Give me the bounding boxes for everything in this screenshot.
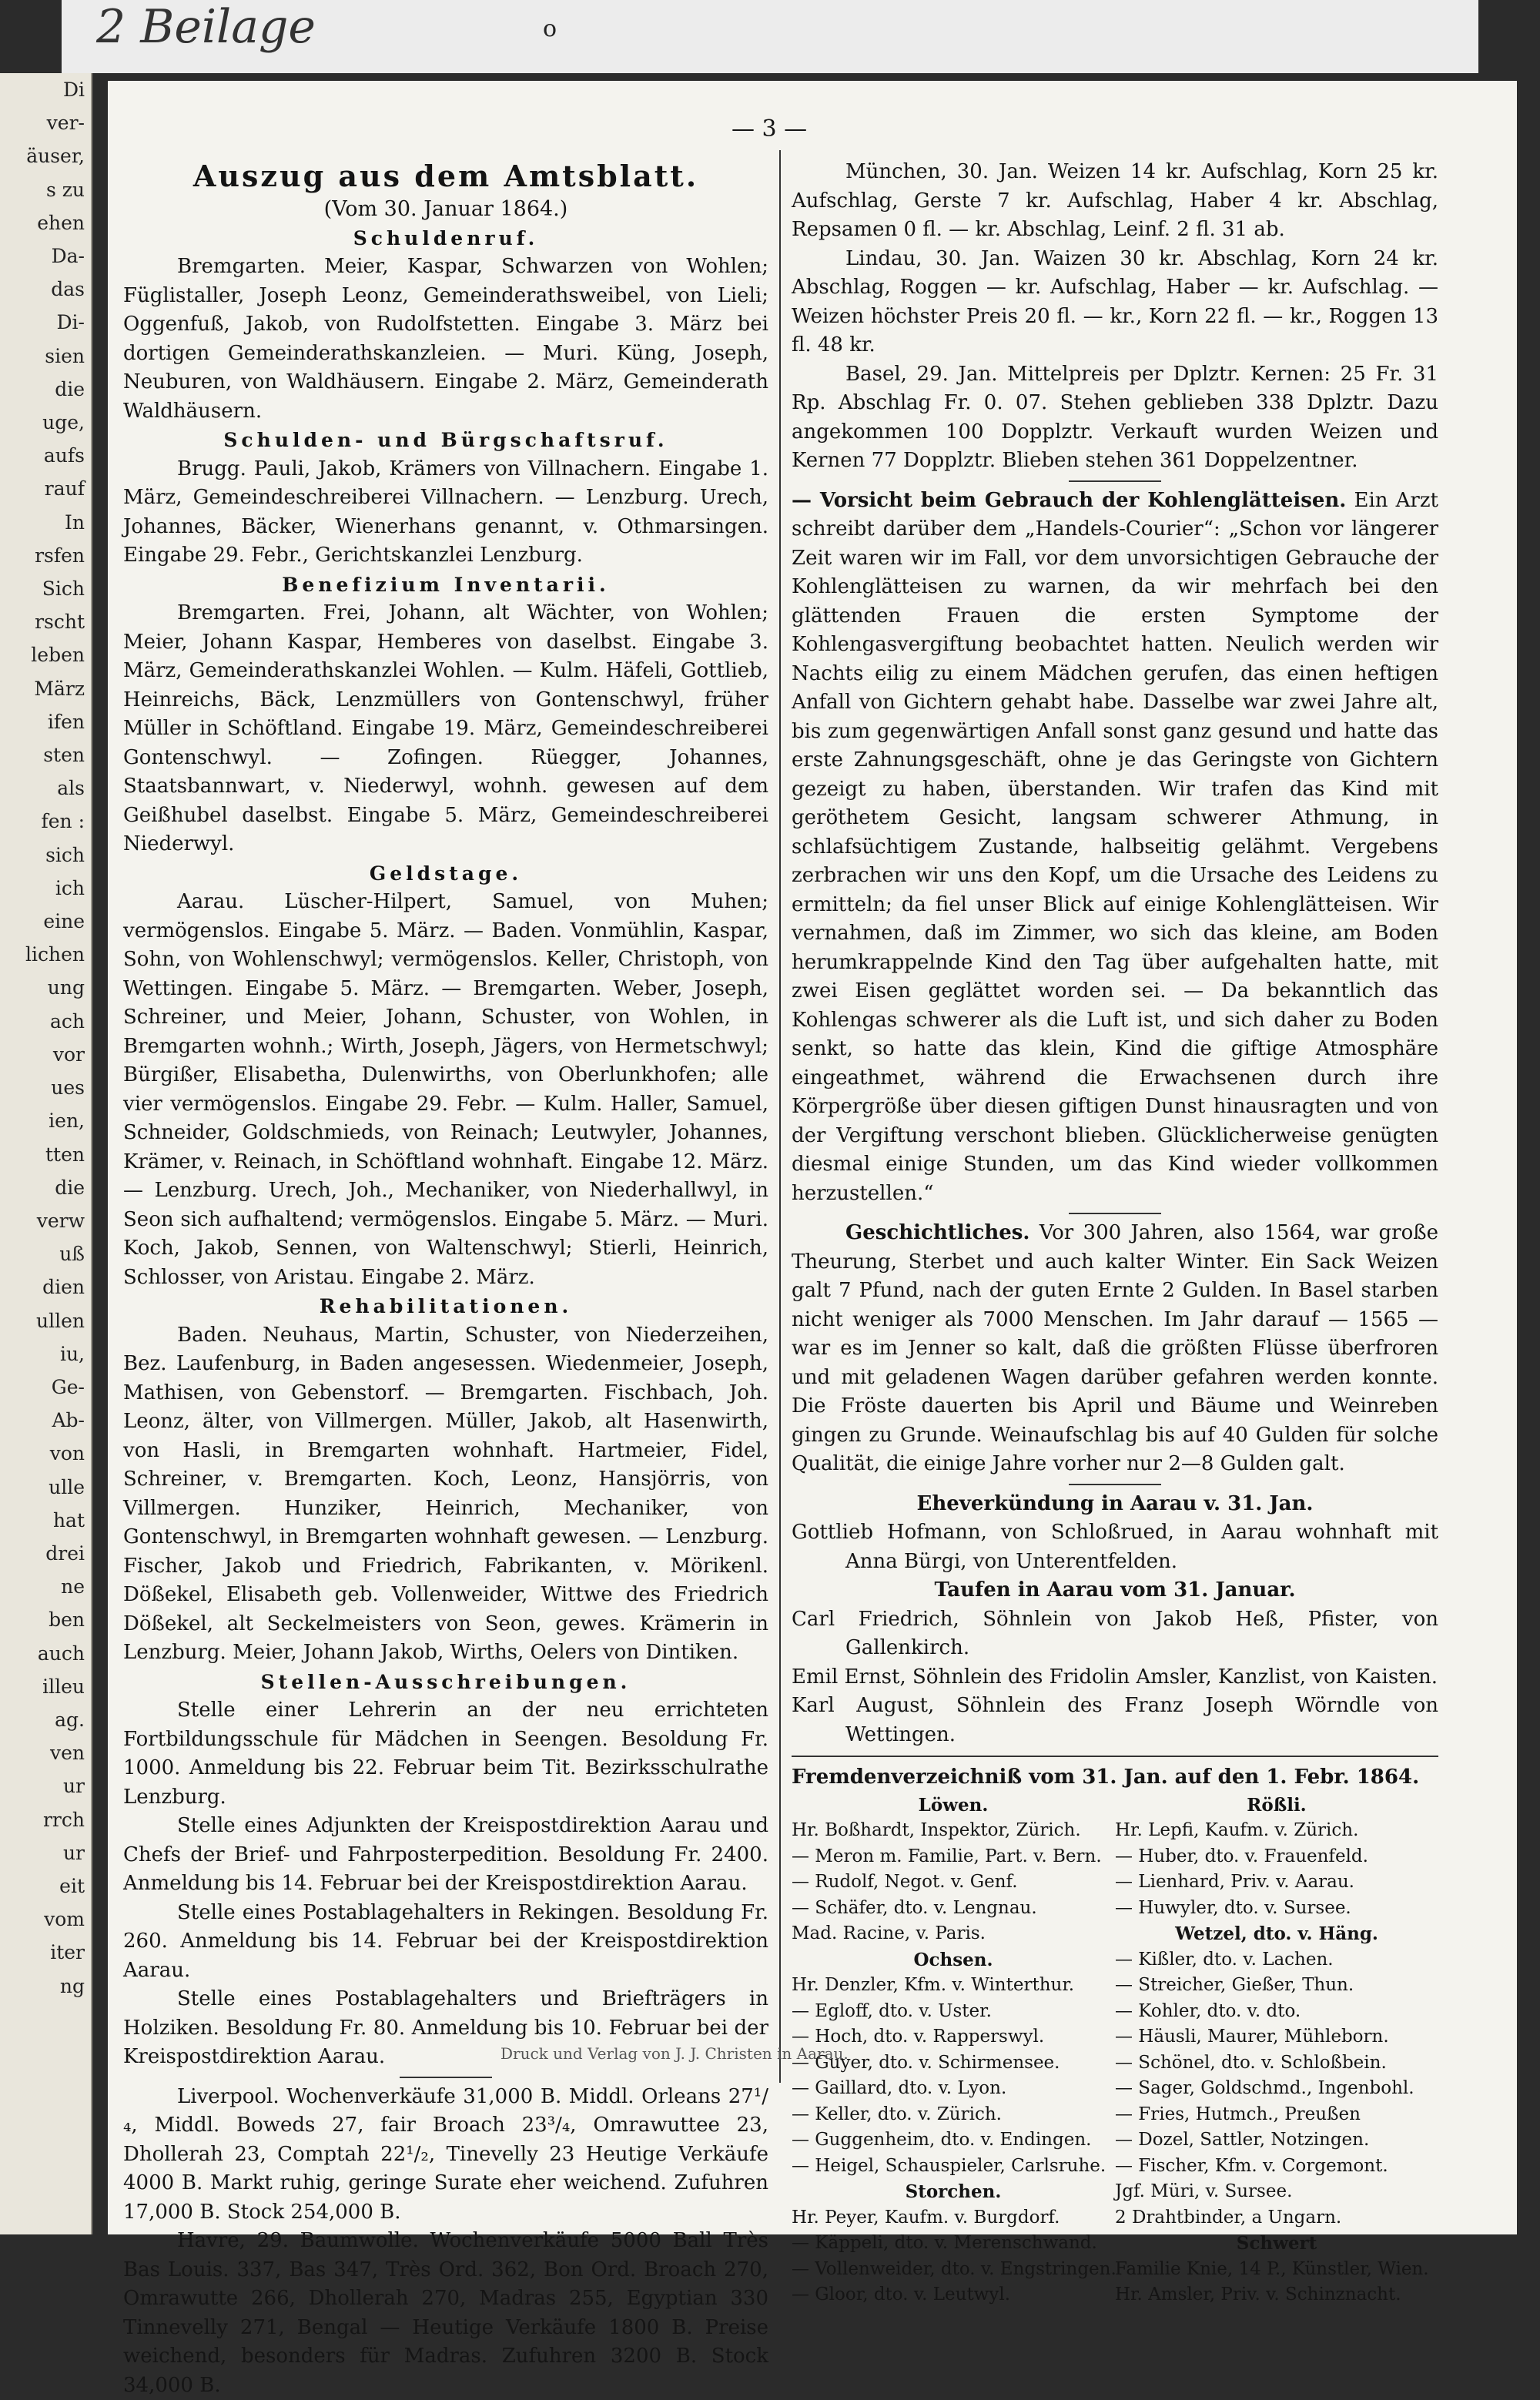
heading-fremdenverzeichnis: Fremdenverzeichniß vom 31. Jan. auf den 1. Febr. 1864. — [792, 1766, 1420, 1789]
market-report-muenchen: München, 30. Jan. Weizen 14 kr. Aufschlag, Korn 25 kr. Aufschlag, Gerste 7 kr. Aufschlag, Haber 4 kr. Abschlag, Repsamen 0 fl. — kr. Abschlag, Leinf. 2 fl. 31 ab. — [792, 160, 1438, 241]
edge-fragment: lichen — [25, 943, 85, 966]
edge-fragment: rsfen — [35, 544, 85, 567]
edge-fragment: ven — [49, 1742, 85, 1765]
guest-register-entry: — Keller, dto. v. Zürich. — [792, 2104, 1002, 2124]
edge-fragment: ehen — [37, 211, 85, 234]
guest-register-entry: — Schäfer, dto. v. Lengnau. — [792, 1897, 1037, 1918]
edge-fragment: Sich — [42, 577, 85, 601]
edge-fragment: iu, — [59, 1342, 85, 1365]
market-report-basel: Basel, 29. Jan. Mittelpreis per Dplztr. Kernen: 25 Fr. 31 Rp. Abschlag Fr. 0. 07. Stehen geblieben 338 Dplztr. Dazu angekommen 100 Dopplztr. Verkauft wurden Weizen und Kernen 77 Dopplztr. Blieben stehen 361 Doppelzentner. — [792, 362, 1438, 472]
guest-register-entry: — Meron m. Familie, Part. v. Bern. — [792, 1846, 1102, 1866]
edge-fragment: äuser, — [26, 145, 85, 168]
section-heading-benefizium: Benefizium Inventarii. — [282, 573, 610, 596]
edge-fragment: ach — [49, 1009, 85, 1033]
market-report-havre: Havre, 29. Baumwolle. Wochenverkäufe 5000 Ball Très Bas Louis. 337, Bas 347, Très Ord. 362, Bon Ord. Broach 270, Omrawutte 266, Dhollerah 270, Madras 255, Egyptian 330 Tinnevelly 271, Bengal — Heutige Verkäufe 1800 B. Preise weichend, besonders für Madras. Zufuhren 3200 B. Stock 34,000 B. — [123, 2229, 768, 2397]
edge-fragment: das — [51, 278, 85, 301]
edge-fragment: verw — [36, 1209, 85, 1232]
article-text-geschichtliches: Vor 300 Jahren, also 1564, war große Theurung, Sterbet und auch kalter Winter. Ein Sack Weizen galt 7 Pfund, nach der guten Ernte 2 Gulden. In Basel starben nicht weniger als 7000 Menschen. Im Jahr darauf — 1565 — war es im Jenner so kalt, daß die größten Flüsse überfroren und mit geladenen Wagen darüber gefahren werden konnte. Die Fröste dauerten bis April und Bäume und Weinreben gingen zu Grunde. Weinaufschlag bis auf 40 Gulden für solche Qualität, die einige Jahre vorher nur 2—8 Gulden galt. — [792, 1221, 1439, 1475]
divider — [1069, 480, 1161, 482]
edge-fragment: In — [65, 510, 85, 534]
edge-fragment: die — [55, 377, 85, 400]
right-column — [792, 158, 1438, 2308]
edge-fragment: dien — [42, 1276, 85, 1299]
guest-register-entry: — Fischer, Kfm. v. Corgemont. — [1115, 2155, 1388, 2176]
handwritten-mark: 2 Beilage — [96, 0, 316, 54]
edge-fragment: Ab- — [52, 1409, 85, 1432]
page-subtitle: (Vom 30. Januar 1864.) — [323, 197, 568, 221]
edge-fragment: tten — [45, 1143, 85, 1166]
guest-register-entry: — Hoch, dto. v. Rapperswyl. — [792, 2027, 1045, 2047]
edge-fragment: ben — [49, 1608, 85, 1632]
job-listing: Stelle eines Postablagehalters in Rekingen. Besoldung Fr. 260. Anmeldung bis 14. Februar bei der Kreispostdirektion Aarau. — [123, 1900, 768, 1982]
guest-register-entry: — Streicher, Gießer, Thun. — [1115, 1975, 1354, 1995]
section-text-buergschaft: Brugg. Pauli, Jakob, Krämers von Villnachern. Eingabe 1. März, Gemeindeschreiberei Villnachern. — Lenzburg. Urech, Johannes, Bäcker, Wienerhans genannt, v. Othmarsingen. Eingabe 29. Febr., Gerichtskanzlei Lenzburg. — [123, 457, 768, 567]
edge-fragment: ne — [61, 1575, 85, 1598]
guest-register-entry: — Käppeli, dto. v. Merenschwand. — [792, 2233, 1097, 2253]
edge-fragment: ag. — [55, 1708, 85, 1731]
left-column — [123, 158, 768, 2400]
edge-fragment: iter — [50, 1941, 85, 1964]
section-heading-rehabilitationen: Rehabilitationen. — [319, 1295, 573, 1317]
guest-register-entry: — Kißler, dto. v. Lachen. — [1115, 1949, 1334, 1970]
guest-register-entry: — Guggenheim, dto. v. Endingen. — [792, 2130, 1092, 2150]
edge-fragment: rrch — [42, 1808, 85, 1831]
imprint: Druck und Verlag von J. J. Christen in Aarau. — [500, 2044, 849, 2063]
guest-register-entry: — Gloor, dto. v. Leutwyl. — [792, 2285, 1011, 2305]
section-heading-schuldenruf: Schuldenruf. — [353, 226, 539, 249]
previous-page-edge — [0, 73, 92, 2234]
edge-fragment: ien, — [49, 1110, 85, 1133]
guest-register — [792, 1792, 1438, 2308]
guest-register-entry: 2 Drahtbinder, a Ungarn. — [1115, 2207, 1342, 2228]
guest-register-entry: Hr. Boßhardt, Inspektor, Zürich. — [792, 1820, 1081, 1840]
edge-fragment: rscht — [35, 611, 85, 634]
edge-fragment: ur — [62, 1841, 85, 1864]
edge-fragment: ifen — [47, 710, 85, 733]
edge-fragment: vom — [44, 1908, 85, 1931]
section-text-geldstage: Aarau. Lüscher-Hilpert, Samuel, von Muhen; vermögenslos. Eingabe 5. März. — Baden. Vonmühlin, Kaspar, Sohn, von Wohlenschwyl; vermögenslos. Keller, Christoph, von Wettingen. Eingabe 5. März. — Bremgarten. Weber, Joseph, Schreiner, und Meier, Johann, Schuster, von Wohlen, in Bremgarten wohnh.; Wirth, Joseph, Jägers, von Hermetschwyl; Bürgißer, Elisabetha, Dulenwirths, von Oberlunkhofen; alle vier vermögenslos. Eingabe 29. Febr. — Kulm. Haller, Samuel, Schneider, Goldschmieds, von Reinach; Leutwyler, Johannes, Krämer, v. Reinach, in Schöftland wohnhaft. Eingabe 12. März. — Lenzburg. Urech, Joh., Mechaniker, von Niederhallwyl, in Seon sich aufhaltend; vermögenslos. Eingabe 5. März. — Muri. Koch, Jakob, Sennen, von Waltenschwyl; Stierli, Heinrich, Schlosser, von Aristau. Eingabe 2. März. — [123, 890, 768, 1289]
divider — [1069, 1484, 1161, 1485]
edge-fragment: illeu — [42, 1675, 85, 1698]
article-vorsicht — [792, 487, 1438, 1209]
edge-fragment: Di- — [56, 311, 85, 334]
edge-fragment: eine — [43, 910, 85, 933]
divider — [400, 2077, 492, 2078]
market-report-liverpool: Liverpool. Wochenverkäufe 31,000 B. Middl. Orleans 27¹/₄, Middl. Boweds 27, fair Broach 23³/₄, Omrawuttee 23, Dhollerah 23, Comptah 22¹/₂, Tinevelly 23 Heutige Verkäufe 4000 B. Markt ruhig, geringe Surate eher weichend. Zufuhren 17,000 B. Stock 254,000 B. — [123, 2084, 768, 2224]
edge-fragment: von — [49, 1442, 85, 1465]
edge-fragment: fen : — [41, 810, 85, 833]
page-title: Auszug aus dem Amtsblatt. — [192, 159, 699, 193]
section-text-rehabilitationen: Baden. Neuhaus, Martin, Schuster, von Niederzeihen, Bez. Laufenburg, in Baden angesessen. Wiedenmeier, Joseph, Mathisen, von Gebenstorf. — Bremgarten. Fischbach, Joh. Leonz, älter, von Villmergen. Müller, Jakob, alt Hasenwirth, von Hasli, in Bremgarten wohnhaft. Hartmeier, Fidel, Schreiner, v. Bremgarten. Koch, Leonz, Hansjörris, von Villmergen. Hunziker, Heinrich, Mechaniker, von Gontenschwyl, in Bremgarten wohnhaft gewesen. — Lenzburg. Fischer, Jakob und Friedrich, Fabrikanten, v. Mörikenl. Dößekel, Elisabeth geb. Vollenweider, Wittwe des Friedrich Dößekel, alt Seckelmeisters von Seon, gewes. Krämerin in Lenzburg. Meier, Johann Jakob, Wirths, Oelers von Dintiken. — [123, 1323, 768, 1664]
guest-register-hotel: Wetzel, dto. v. Häng. — [1175, 1923, 1378, 1944]
edge-fragment: uge, — [42, 411, 85, 434]
baptism-entry: Emil Ernst, Söhnlein des Fridolin Amsler, Kanzlist, von Kaisten. — [792, 1665, 1438, 1689]
article-heading-geschichtliches: Geschichtliches. — [845, 1221, 1030, 1244]
section-text-schuldenruf: Bremgarten. Meier, Kaspar, Schwarzen von Wohlen; Füglistaller, Joseph Leonz, Gemeinderathsweibel, von Lieli; Oggenfuß, Jakob, von Rudolfstetten. Eingabe 3. März bei dortigen Gemeinderathskanzleien. — Muri. Küng, Joseph, Neuburen, von Waldhäusern. Eingabe 2. März, Gemeinderath Waldhäusern. — [123, 255, 768, 423]
edge-fragment: leben — [31, 644, 85, 667]
guest-register-entry: Hr. Denzler, Kfm. v. Winterthur. — [792, 1975, 1075, 1995]
heading-eheverkuendung: Eheverkündung in Aarau v. 31. Jan. — [916, 1491, 1314, 1515]
divider — [792, 1756, 1438, 1757]
guest-register-entry: Jgf. Müri, v. Sursee. — [1115, 2181, 1293, 2201]
guest-register-entry: — Guyer, dto. v. Schirmensee. — [792, 2052, 1060, 2073]
edge-fragment: Di — [62, 79, 85, 101]
guest-register-entry: — Huwyler, dto. v. Sursee. — [1115, 1897, 1351, 1918]
section-text-benefizium: Bremgarten. Frei, Johann, alt Wächter, von Wohlen; Meier, Johann Kaspar, Hemberes von daselbst. Eingabe 3. März, Gemeinderathskanzlei Wohlen. — Kulm. Häfeli, Gottlieb, Heinreichs, Bäck, Lenzmüllers von Gontenschwyl, früher Müller in Schöftland. Eingabe 19. März, Gemeindeschreiberei Gontenschwyl. — Zofingen. Rüegger, Johannes, Staatsbannwart, v. Niederwyl, wohnh. gewesen auf dem Geißhubel daselbst. Eingabe 5. März, Gemeindeschreiberei Niederwyl. — [123, 601, 768, 855]
guest-register-entry: Hr. Peyer, Kaufm. v. Burgdorf. — [792, 2207, 1060, 2228]
ink-dot: o — [543, 15, 557, 42]
marriage-notice: Gottlieb Hofmann, von Schloßrued, in Aarau wohnhaft mit Anna Bürgi, von Unterentfelden. — [792, 1521, 1438, 1573]
guest-register-entry: — Gaillard, dto. v. Lyon. — [792, 2078, 1007, 2098]
job-listing: Stelle einer Lehrerin an der neu errichteten Fortbildungsschule für Mädchen in Seengen. Besoldung Fr. 1000. Anmeldung bis 22. Februar beim Tit. Bezirksschulrathe Lenzburg. — [123, 1699, 768, 1809]
edge-fragment: März — [34, 677, 85, 700]
section-heading-buergschaft: Schulden- und Bürgschaftsruf. — [223, 429, 668, 451]
edge-fragment: ich — [55, 876, 85, 899]
guest-register-entry: Hr. Lepfi, Kaufm. v. Zürich. — [1115, 1820, 1359, 1840]
guest-register-entry: — Fries, Hutmch., Preußen — [1115, 2104, 1361, 2124]
edge-fragment: ues — [51, 1076, 85, 1100]
guest-register-entry: — Heigel, Schauspieler, Carlsruhe. — [792, 2155, 1106, 2176]
heading-taufen: Taufen in Aarau vom 31. Januar. — [934, 1578, 1296, 1602]
guest-register-entry: Familie Knie, 14 P., Künstler, Wien. — [1115, 2258, 1429, 2279]
edge-fragment: sich — [45, 843, 85, 866]
edge-fragment: ullen — [36, 1309, 85, 1332]
edge-fragment: rauf — [44, 477, 85, 500]
edge-fragment: hat — [52, 1508, 85, 1531]
edge-fragment: ver- — [46, 112, 85, 135]
edge-fragment: die — [55, 1176, 85, 1199]
edge-fragment: ung — [47, 976, 85, 999]
page-number: — 3 — — [732, 115, 808, 142]
edge-fragment: ng — [59, 1974, 85, 1997]
edge-fragment: sten — [43, 744, 85, 767]
edge-fragment: Ge- — [51, 1375, 85, 1398]
guest-register-entry: — Sager, Goldschmd., Ingenbohl. — [1115, 2078, 1414, 2098]
guest-register-entry: — Huber, dto. v. Frauenfeld. — [1115, 1846, 1368, 1866]
edge-fragment: aufs — [43, 444, 85, 467]
edge-fragment: ur — [62, 1775, 85, 1798]
edge-fragment: auch — [37, 1642, 85, 1665]
guest-register-hotel: Storchen. — [905, 2181, 1002, 2202]
baptism-entry: Carl Friedrich, Söhnlein von Jakob Heß, Pfister, von Gallenkirch. — [792, 1607, 1438, 1659]
market-report-lindau: Lindau, 30. Jan. Waizen 30 kr. Abschlag, Korn 24 kr. Abschlag, Roggen — kr. Aufschlag, Haber — kr. Aufschlag. — Weizen höchster Preis 20 fl. — kr., Korn 22 fl. — kr., Roggen 13 fl. 48 kr. — [792, 246, 1438, 356]
edge-fragment: als — [57, 777, 85, 800]
guest-register-entry: — Kohler, dto. v. dto. — [1115, 2000, 1301, 2021]
edge-fragment: Da- — [51, 245, 85, 268]
guest-register-hotel: Rößli. — [1247, 1794, 1307, 1816]
job-listing: Stelle eines Adjunkten der Kreispostdirektion Aarau und Chefs der Brief- und Fahrposterpedition. Besoldung Fr. 2400. Anmeldung bis 14. Februar bei der Kreispostdirektion Aarau. — [123, 1814, 768, 1895]
guest-register-hotel: Löwen. — [918, 1794, 989, 1816]
guest-register-entry: — Lienhard, Priv. v. Aarau. — [1115, 1872, 1354, 1892]
article-geschichtliches — [792, 1219, 1438, 1479]
guest-register-hotel: Ochsen. — [913, 1949, 993, 1970]
job-listing: Stelle eines Postablagehalters und Briefträgers in Holziken. Besoldung Fr. 80. Anmeldung bis 10. Februar bei der Kreispostdirektion Aarau. — [123, 1987, 768, 2068]
guest-register-entry: — Dozel, Sattler, Notzingen. — [1115, 2130, 1370, 2150]
edge-fragment: s zu — [45, 178, 85, 201]
section-heading-geldstage: Geldstage. — [369, 862, 523, 885]
baptism-entry: Karl August, Söhnlein des Franz Joseph Wörndle von Wettingen. — [792, 1694, 1438, 1746]
guest-register-entry: Hr. Amsler, Priv. v. Schinznacht. — [1115, 2285, 1401, 2305]
article-text-vorsicht: Ein Arzt schreibt darüber dem „Handels-Courier“: „Schon vor längerer Zeit waren wir im Fall, vor dem unvorsichtigen Gebrauche der Kohlenglätteisen zu warnen, da wir mehrfach bei den glättenden Frauen die ersten Symptome der Kohlengasvergiftung beobachtet hatten. Neulich werden wir Nachts eilig zu einem Mädchen gerufen, das einen heftigen Anfall von Gichtern gehabt habe. Dasselbe war zwei Jahre alt, bis zum gegenwärtigen Anfall sonst ganz gesund und hatte das erste Zahnungsgeschäft, ohne je das Geringste von Gichtern gezeigt zu haben, überstanden. Wir trafen das Kind mit geröthetem Gesicht, langsam schwerer Athmung, in schlafsüchtigem Zustande, halbseitig gelähmt. Vergebens zerbrachen wir uns den Kopf, um die Ursache des Leidens zu ermitteln; da fiel unser Blick auf einige Kohlenglätteisen. Wir vernahmen, daß im Zimmer, wo sich das kleine, am Boden herumkrappelnde Kind den Tag über aufgehalten hatte, mit zwei Eisen geglättet worden sei. — Da bekanntlich das Kohlengas schwerer als die Luft ist, und sich daher zu Boden senkt, so hatte das klein, Kind die giftige Atmosphäre eingeathmet, während die Erwachsenen durch ihre Körpergröße über diesen giftigen Dunst hinausragten und von der Vergiftung verschont blieben. Glücklicherweise genügten diesmal einige Stunden, um das Kind wieder vollkommen herzustellen.“ — [792, 488, 1438, 1205]
guest-register-entry: — Häusli, Maurer, Mühleborn. — [1115, 2027, 1389, 2047]
edge-fragment: vor — [52, 1043, 85, 1066]
guest-register-entry: — Rudolf, Negot. v. Genf. — [792, 1872, 1018, 1892]
guest-register-right — [1115, 1792, 1438, 2308]
guest-register-entry: — Schönel, dto. v. Schloßbein. — [1115, 2052, 1387, 2073]
edge-fragment: ulle — [49, 1475, 85, 1498]
edge-fragment: eit — [59, 1874, 85, 1897]
edge-fragment: sien — [45, 344, 85, 367]
column-rule — [779, 150, 781, 2083]
edge-fragment: uß — [59, 1243, 85, 1266]
divider — [1069, 1213, 1161, 1214]
section-heading-stellen: Stellen-Ausschreibungen. — [260, 1670, 631, 1693]
guest-register-entry: — Egloff, dto. v. Uster. — [792, 2000, 992, 2021]
article-heading-vorsicht: — Vorsicht beim Gebrauch der Kohlenglätteisen. — [792, 488, 1347, 512]
guest-register-hotel: Schwert — [1236, 2233, 1317, 2254]
edge-fragment: drei — [45, 1541, 85, 1565]
guest-register-entry: — Vollenweider, dto. v. Engstringen. — [792, 2258, 1116, 2279]
guest-register-entry: Mad. Racine, v. Paris. — [792, 1923, 986, 1943]
